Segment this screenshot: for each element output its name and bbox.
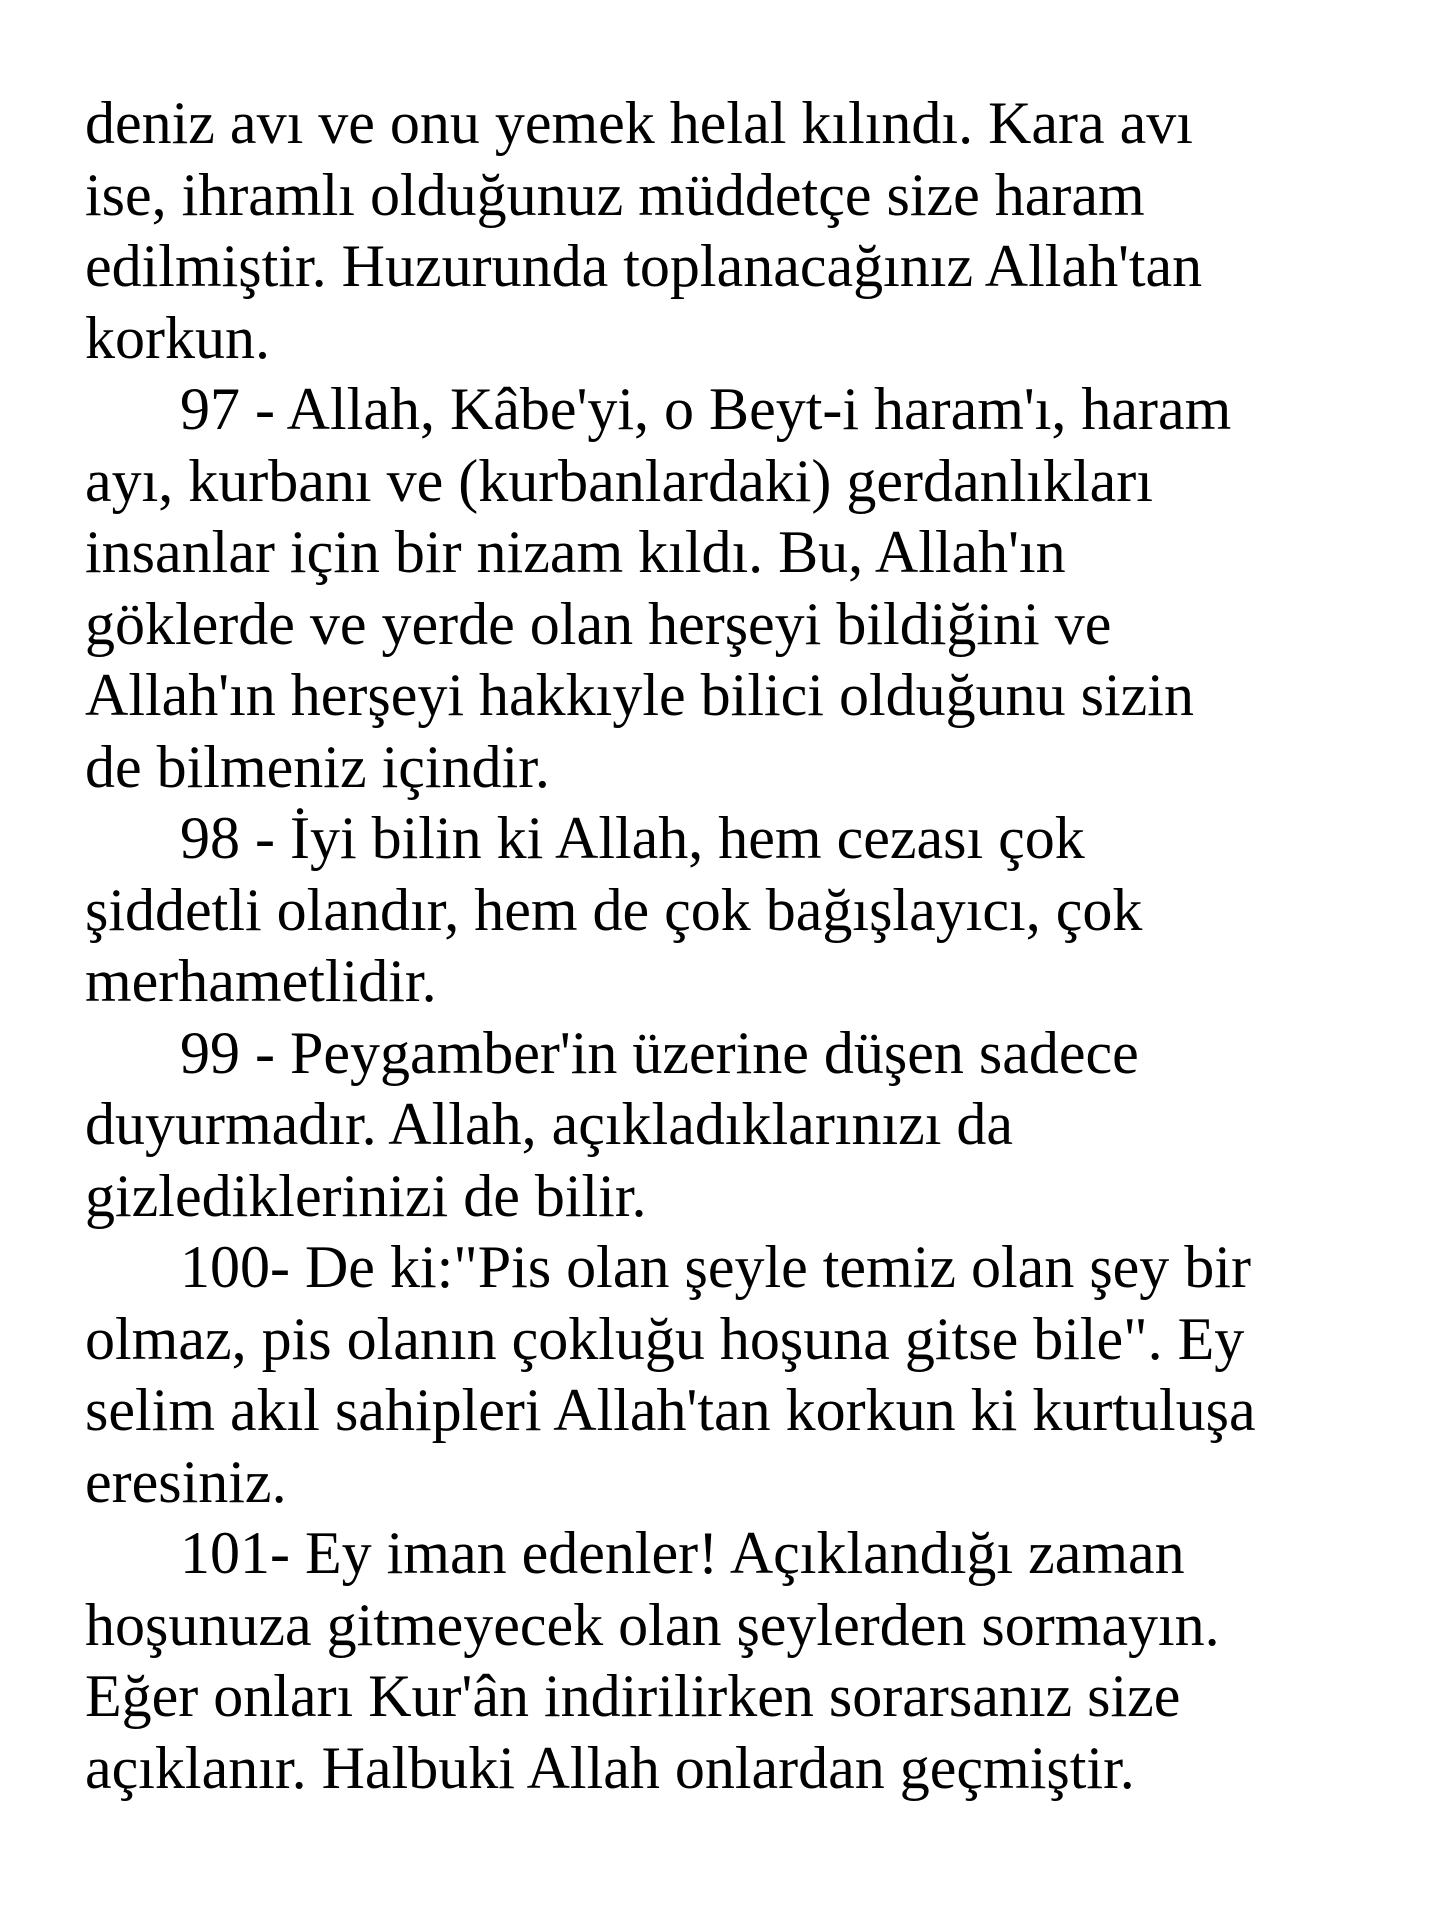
text-line: gizlediklerinizi de bilir. <box>85 1162 647 1229</box>
text-line: edilmiştir. Huzurunda toplanacağınız Allah'tan <box>85 233 1203 299</box>
text-line: olmaz, pis olanın çokluğu hoşuna gitse bile". Ey <box>85 1305 1245 1372</box>
verse-101-start: 101- Ey iman edenler! Açıklandığı zaman <box>180 1520 1185 1586</box>
text-line: deniz avı ve onu yemek helal kılındı. Kara avı <box>85 90 1193 156</box>
text-line: açıklanır. Halbuki Allah onlardan geçmiştir. <box>85 1734 1135 1801</box>
text-line: de bilmeniz içindir. <box>85 733 550 800</box>
text-line: merhametlidir. <box>85 948 437 1014</box>
verse-97-start: 97 - Allah, Kâbe'yi, o Beyt-i haram'ı, haram <box>180 376 1232 442</box>
text-line: hoşunuza gitmeyecek olan şeylerden sormayın. <box>85 1591 1220 1658</box>
verse-100-start: 100- De ki:"Pis olan şeyle temiz olan şey bir <box>180 1234 1251 1300</box>
text-line: korkun. <box>85 304 270 371</box>
text-line: Allah'ın herşeyi hakkıyle bilici olduğunu sizin <box>85 662 1194 728</box>
text-line: duyurmadır. Allah, açıkladıklarınızı da <box>85 1091 1014 1157</box>
text-line: eresiniz. <box>85 1448 287 1515</box>
text-line: Eğer onları Kur'ân indirilirken sorarsanız size <box>85 1663 1181 1729</box>
text-line: ayı, kurbanı ve (kurbanlardaki) gerdanlıkları <box>85 447 1153 514</box>
text-line: ise, ihramlı olduğunuz müddetçe size haram <box>85 161 1145 228</box>
document-page <box>85 88 1385 1804</box>
text-line: göklerde ve yerde olan herşeyi bildiğini ve <box>85 590 1112 657</box>
text-line: insanlar için bir nizam kıldı. Bu, Allah'ın <box>85 519 1066 585</box>
text-line: şiddetli olandır, hem de çok bağışlayıcı, çok <box>85 876 1143 943</box>
text-line: selim akıl sahipleri Allah'tan korkun ki kurtuluşa <box>85 1377 1256 1443</box>
verse-99-start: 99 - Peygamber'in üzerine düşen sadece <box>180 1019 1139 1086</box>
verse-98-start: 98 - İyi bilin ki Allah, hem cezası çok <box>180 805 1085 871</box>
